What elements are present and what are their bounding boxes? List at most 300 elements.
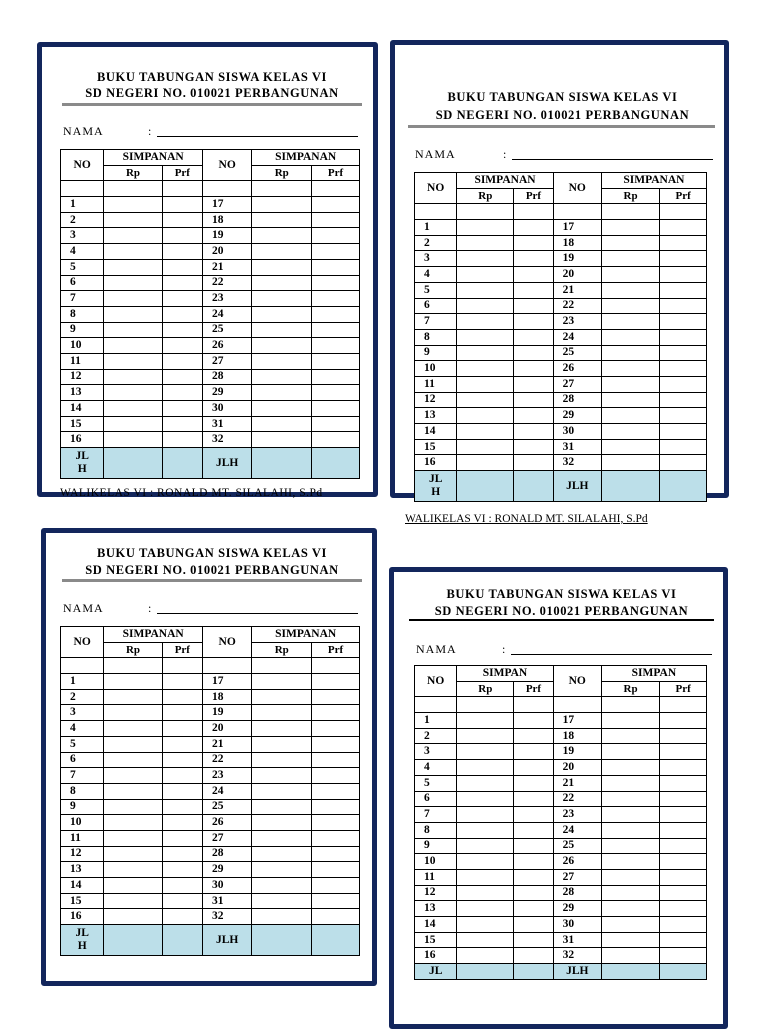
prf-cell[interactable] (660, 791, 707, 807)
rp-cell[interactable] (457, 713, 514, 729)
rp-cell[interactable] (252, 893, 312, 909)
prf-cell[interactable] (162, 721, 202, 737)
rp-cell[interactable] (601, 392, 659, 408)
prf-cell[interactable] (514, 329, 553, 345)
rp-cell[interactable] (601, 282, 659, 298)
nama-field-line[interactable] (512, 159, 713, 160)
prf-cell[interactable] (312, 212, 360, 228)
prf-cell[interactable] (162, 705, 202, 721)
prf-cell[interactable] (660, 424, 707, 440)
rp-cell[interactable] (104, 674, 162, 690)
prf-cell[interactable] (660, 869, 707, 885)
row-number: 20 (203, 721, 252, 737)
rp-cell[interactable] (252, 783, 312, 799)
prf-cell[interactable] (514, 775, 553, 791)
prf-cell[interactable] (312, 721, 360, 737)
rp-cell[interactable] (601, 744, 659, 760)
rp-cell[interactable] (104, 197, 162, 213)
row-number: 26 (553, 361, 601, 377)
row-number: 14 (415, 424, 457, 440)
prf-cell[interactable] (162, 291, 202, 307)
row-number: 12 (61, 846, 104, 862)
rp-cell[interactable] (252, 259, 312, 275)
rp-cell[interactable] (104, 369, 162, 385)
rp-cell[interactable] (457, 885, 514, 901)
rp-cell[interactable] (457, 822, 514, 838)
prf-cell[interactable] (162, 353, 202, 369)
rp-cell[interactable] (252, 674, 312, 690)
prf-cell[interactable] (660, 728, 707, 744)
nama-field-line[interactable] (157, 613, 358, 614)
rp-cell[interactable] (601, 424, 659, 440)
blank-cell (104, 658, 162, 674)
rp-cell[interactable] (252, 338, 312, 354)
blank-cell (415, 697, 457, 713)
rp-cell[interactable] (252, 212, 312, 228)
total-prf-cell[interactable] (312, 448, 360, 479)
prf-cell[interactable] (660, 744, 707, 760)
prf-cell[interactable] (660, 901, 707, 917)
prf-cell[interactable] (660, 361, 707, 377)
total-prf-cell[interactable] (162, 448, 202, 479)
rp-cell[interactable] (252, 689, 312, 705)
prf-cell[interactable] (660, 455, 707, 471)
rp-cell[interactable] (104, 752, 162, 768)
prf-cell[interactable] (660, 854, 707, 870)
rp-cell[interactable] (601, 807, 659, 823)
prf-cell[interactable] (312, 259, 360, 275)
prf-cell[interactable] (514, 455, 553, 471)
prf-cell[interactable] (312, 909, 360, 925)
rp-cell[interactable] (252, 705, 312, 721)
row-number: 13 (415, 408, 457, 424)
rp-cell[interactable] (457, 220, 514, 236)
prf-cell[interactable] (162, 369, 202, 385)
rp-cell[interactable] (601, 376, 659, 392)
prf-cell[interactable] (162, 674, 202, 690)
rp-cell[interactable] (252, 369, 312, 385)
rp-cell[interactable] (104, 306, 162, 322)
prf-cell[interactable] (514, 361, 553, 377)
rp-cell[interactable] (601, 251, 659, 267)
rp-cell[interactable] (457, 251, 514, 267)
prf-cell[interactable] (514, 713, 553, 729)
row-number: 11 (61, 353, 104, 369)
prf-cell[interactable] (514, 314, 553, 330)
rp-cell[interactable] (601, 775, 659, 791)
total-prf-cell[interactable] (514, 471, 553, 502)
rp-cell[interactable] (457, 392, 514, 408)
table-row (61, 752, 360, 768)
prf-cell[interactable] (660, 392, 707, 408)
rp-cell[interactable] (104, 291, 162, 307)
rp-cell[interactable] (104, 353, 162, 369)
row-number: 28 (553, 885, 601, 901)
prf-cell[interactable] (312, 830, 360, 846)
prf-cell[interactable] (660, 282, 707, 298)
prf-cell[interactable] (514, 728, 553, 744)
rp-cell[interactable] (601, 822, 659, 838)
rp-cell[interactable] (252, 721, 312, 737)
rp-cell[interactable] (252, 291, 312, 307)
prf-cell[interactable] (312, 416, 360, 432)
prf-cell[interactable] (514, 376, 553, 392)
prf-cell[interactable] (312, 893, 360, 909)
prf-cell[interactable] (660, 885, 707, 901)
rp-cell[interactable] (601, 901, 659, 917)
rp-cell[interactable] (457, 267, 514, 283)
prf-cell[interactable] (660, 267, 707, 283)
prf-cell[interactable] (660, 329, 707, 345)
rp-cell[interactable] (601, 455, 659, 471)
prf-cell[interactable] (312, 432, 360, 448)
total-prf-cell[interactable] (660, 471, 707, 502)
rp-header: Rp (601, 188, 659, 204)
prf-cell[interactable] (162, 385, 202, 401)
prf-cell[interactable] (312, 689, 360, 705)
prf-cell[interactable] (312, 197, 360, 213)
prf-cell[interactable] (312, 862, 360, 878)
prf-cell[interactable] (312, 815, 360, 831)
prf-cell[interactable] (660, 220, 707, 236)
rp-cell[interactable] (104, 432, 162, 448)
prf-cell[interactable] (312, 244, 360, 260)
rp-cell[interactable] (457, 791, 514, 807)
prf-cell[interactable] (514, 838, 553, 854)
rp-cell[interactable] (601, 948, 659, 964)
rp-cell[interactable] (104, 322, 162, 338)
prf-cell[interactable] (162, 878, 202, 894)
rp-cell[interactable] (104, 244, 162, 260)
prf-cell[interactable] (660, 345, 707, 361)
prf-cell[interactable] (514, 298, 553, 314)
prf-cell[interactable] (660, 917, 707, 933)
total-rp-cell[interactable] (601, 964, 659, 980)
prf-cell[interactable] (514, 744, 553, 760)
card-title-line1: BUKU TABUNGAN SISWA KELAS VI (96, 70, 328, 84)
prf-cell[interactable] (660, 314, 707, 330)
rp-header: Rp (601, 681, 659, 697)
prf-cell[interactable] (514, 854, 553, 870)
total-rp-cell[interactable] (104, 448, 162, 479)
rp-cell[interactable] (457, 807, 514, 823)
rp-cell[interactable] (252, 385, 312, 401)
prf-cell[interactable] (162, 830, 202, 846)
prf-cell[interactable] (162, 846, 202, 862)
rp-cell[interactable] (252, 197, 312, 213)
prf-cell[interactable] (162, 212, 202, 228)
prf-cell[interactable] (514, 220, 553, 236)
prf-cell[interactable] (312, 674, 360, 690)
prf-cell[interactable] (514, 345, 553, 361)
rp-cell[interactable] (252, 275, 312, 291)
rp-cell[interactable] (252, 353, 312, 369)
rp-cell[interactable] (601, 361, 659, 377)
table-row (61, 353, 360, 369)
rp-cell[interactable] (104, 862, 162, 878)
rp-cell[interactable] (601, 838, 659, 854)
prf-cell[interactable] (660, 760, 707, 776)
prf-cell[interactable] (514, 408, 553, 424)
rp-cell[interactable] (252, 244, 312, 260)
rp-cell[interactable] (457, 854, 514, 870)
prf-cell[interactable] (312, 322, 360, 338)
table-row (61, 244, 360, 260)
rp-cell[interactable] (457, 439, 514, 455)
prf-cell[interactable] (660, 948, 707, 964)
rp-cell[interactable] (104, 846, 162, 862)
prf-cell[interactable] (514, 822, 553, 838)
rp-cell[interactable] (252, 752, 312, 768)
rp-cell[interactable] (104, 721, 162, 737)
rp-cell[interactable] (601, 298, 659, 314)
total-rp-cell[interactable] (252, 925, 312, 956)
rp-cell[interactable] (457, 948, 514, 964)
rp-header: Rp (252, 165, 312, 181)
rp-cell[interactable] (601, 439, 659, 455)
rp-cell[interactable] (601, 267, 659, 283)
rp-cell[interactable] (104, 909, 162, 925)
prf-cell[interactable] (514, 791, 553, 807)
rp-cell[interactable] (601, 917, 659, 933)
rp-cell[interactable] (104, 783, 162, 799)
prf-cell[interactable] (312, 385, 360, 401)
prf-cell[interactable] (660, 822, 707, 838)
prf-cell[interactable] (514, 885, 553, 901)
prf-cell[interactable] (514, 807, 553, 823)
rp-cell[interactable] (457, 408, 514, 424)
rp-cell[interactable] (457, 376, 514, 392)
prf-cell[interactable] (660, 408, 707, 424)
prf-cell[interactable] (514, 917, 553, 933)
prf-cell[interactable] (514, 392, 553, 408)
prf-cell[interactable] (162, 893, 202, 909)
rp-cell[interactable] (457, 838, 514, 854)
rp-cell[interactable] (104, 893, 162, 909)
total-prf-cell[interactable] (660, 964, 707, 980)
rp-cell[interactable] (104, 212, 162, 228)
rp-cell[interactable] (104, 705, 162, 721)
rp-cell[interactable] (252, 228, 312, 244)
rp-cell[interactable] (457, 282, 514, 298)
rp-cell[interactable] (252, 830, 312, 846)
rp-cell[interactable] (104, 815, 162, 831)
row-number: 22 (553, 298, 601, 314)
rp-cell[interactable] (601, 220, 659, 236)
prf-cell[interactable] (162, 783, 202, 799)
rp-cell[interactable] (601, 314, 659, 330)
rp-cell[interactable] (252, 862, 312, 878)
rp-cell[interactable] (457, 901, 514, 917)
rp-cell[interactable] (457, 345, 514, 361)
prf-cell[interactable] (514, 235, 553, 251)
blank-cell (514, 204, 553, 220)
rp-cell[interactable] (252, 846, 312, 862)
rp-cell[interactable] (252, 416, 312, 432)
total-prf-cell[interactable] (162, 925, 202, 956)
nama-field-line[interactable] (157, 136, 358, 137)
prf-cell[interactable] (312, 306, 360, 322)
total-rp-cell[interactable] (457, 964, 514, 980)
rp-cell[interactable] (104, 416, 162, 432)
rp-cell[interactable] (457, 932, 514, 948)
rp-cell[interactable] (252, 799, 312, 815)
rp-cell[interactable] (601, 885, 659, 901)
prf-cell[interactable] (514, 424, 553, 440)
prf-cell[interactable] (312, 228, 360, 244)
prf-cell[interactable] (312, 338, 360, 354)
rp-cell[interactable] (457, 728, 514, 744)
prf-cell[interactable] (162, 401, 202, 417)
prf-cell[interactable] (312, 369, 360, 385)
rp-cell[interactable] (104, 338, 162, 354)
prf-cell[interactable] (660, 235, 707, 251)
prf-cell[interactable] (162, 689, 202, 705)
total-prf-cell[interactable] (514, 964, 553, 980)
rp-cell[interactable] (601, 854, 659, 870)
rp-cell[interactable] (252, 322, 312, 338)
rp-cell[interactable] (252, 909, 312, 925)
prf-cell[interactable] (660, 713, 707, 729)
rp-cell[interactable] (104, 736, 162, 752)
prf-cell[interactable] (514, 760, 553, 776)
prf-cell[interactable] (312, 783, 360, 799)
rp-cell[interactable] (252, 736, 312, 752)
prf-cell[interactable] (514, 251, 553, 267)
rp-cell[interactable] (457, 424, 514, 440)
row-number: 27 (553, 376, 601, 392)
prf-cell[interactable] (162, 416, 202, 432)
prf-cell[interactable] (660, 251, 707, 267)
rp-cell[interactable] (601, 713, 659, 729)
prf-cell[interactable] (162, 815, 202, 831)
rp-cell[interactable] (104, 689, 162, 705)
prf-cell[interactable] (162, 768, 202, 784)
rp-cell[interactable] (601, 345, 659, 361)
total-rp-cell[interactable] (104, 925, 162, 956)
rp-cell[interactable] (457, 760, 514, 776)
rp-cell[interactable] (601, 408, 659, 424)
prf-cell[interactable] (514, 932, 553, 948)
prf-cell[interactable] (162, 259, 202, 275)
rp-cell[interactable] (457, 314, 514, 330)
prf-cell[interactable] (312, 799, 360, 815)
prf-cell[interactable] (660, 838, 707, 854)
prf-cell[interactable] (162, 228, 202, 244)
prf-cell[interactable] (312, 768, 360, 784)
prf-cell[interactable] (162, 306, 202, 322)
rp-cell[interactable] (104, 259, 162, 275)
rp-cell[interactable] (104, 228, 162, 244)
prf-cell[interactable] (312, 736, 360, 752)
rp-cell[interactable] (457, 298, 514, 314)
rp-cell[interactable] (104, 401, 162, 417)
prf-cell[interactable] (312, 275, 360, 291)
rp-cell[interactable] (457, 361, 514, 377)
prf-cell[interactable] (162, 909, 202, 925)
rp-cell[interactable] (601, 329, 659, 345)
prf-cell[interactable] (312, 752, 360, 768)
prf-cell[interactable] (660, 932, 707, 948)
prf-cell[interactable] (660, 298, 707, 314)
total-rp-cell[interactable] (252, 448, 312, 479)
prf-cell[interactable] (514, 282, 553, 298)
rp-cell[interactable] (104, 385, 162, 401)
rp-cell[interactable] (252, 768, 312, 784)
rp-cell[interactable] (457, 235, 514, 251)
prf-header: Prf (660, 681, 707, 697)
prf-cell[interactable] (514, 901, 553, 917)
prf-cell[interactable] (162, 736, 202, 752)
rp-cell[interactable] (601, 791, 659, 807)
prf-cell[interactable] (162, 752, 202, 768)
rp-cell[interactable] (601, 760, 659, 776)
rp-cell[interactable] (457, 329, 514, 345)
prf-cell[interactable] (162, 799, 202, 815)
rp-cell[interactable] (601, 235, 659, 251)
prf-cell[interactable] (162, 244, 202, 260)
rp-cell[interactable] (457, 917, 514, 933)
prf-cell[interactable] (312, 291, 360, 307)
prf-cell[interactable] (162, 338, 202, 354)
prf-cell[interactable] (312, 401, 360, 417)
rp-cell[interactable] (601, 932, 659, 948)
prf-cell[interactable] (162, 862, 202, 878)
rp-cell[interactable] (252, 401, 312, 417)
prf-cell[interactable] (162, 275, 202, 291)
total-rp-cell[interactable] (457, 471, 514, 502)
prf-cell[interactable] (162, 322, 202, 338)
rp-cell[interactable] (252, 878, 312, 894)
total-rp-cell[interactable] (601, 471, 659, 502)
rp-cell[interactable] (104, 768, 162, 784)
prf-cell[interactable] (514, 267, 553, 283)
rp-cell[interactable] (457, 869, 514, 885)
prf-cell[interactable] (514, 869, 553, 885)
rp-cell[interactable] (601, 869, 659, 885)
rp-cell[interactable] (252, 432, 312, 448)
prf-cell[interactable] (312, 353, 360, 369)
row-number: 23 (553, 314, 601, 330)
prf-cell[interactable] (312, 878, 360, 894)
prf-cell[interactable] (660, 376, 707, 392)
total-prf-cell[interactable] (312, 925, 360, 956)
prf-cell[interactable] (514, 948, 553, 964)
prf-cell[interactable] (660, 775, 707, 791)
table-row (61, 369, 360, 385)
row-number: 24 (553, 329, 601, 345)
rp-cell[interactable] (104, 878, 162, 894)
blank-cell (514, 697, 553, 713)
rp-cell[interactable] (252, 815, 312, 831)
prf-cell[interactable] (162, 197, 202, 213)
prf-cell[interactable] (312, 705, 360, 721)
prf-cell[interactable] (514, 439, 553, 455)
rp-cell[interactable] (252, 306, 312, 322)
prf-cell[interactable] (312, 846, 360, 862)
rp-cell[interactable] (457, 744, 514, 760)
rp-cell[interactable] (104, 799, 162, 815)
rp-cell[interactable] (457, 455, 514, 471)
prf-cell[interactable] (162, 432, 202, 448)
rp-cell[interactable] (601, 728, 659, 744)
nama-field-line[interactable] (511, 654, 712, 655)
rp-cell[interactable] (104, 830, 162, 846)
prf-cell[interactable] (660, 807, 707, 823)
rp-cell[interactable] (104, 275, 162, 291)
prf-cell[interactable] (660, 439, 707, 455)
rp-cell[interactable] (457, 775, 514, 791)
